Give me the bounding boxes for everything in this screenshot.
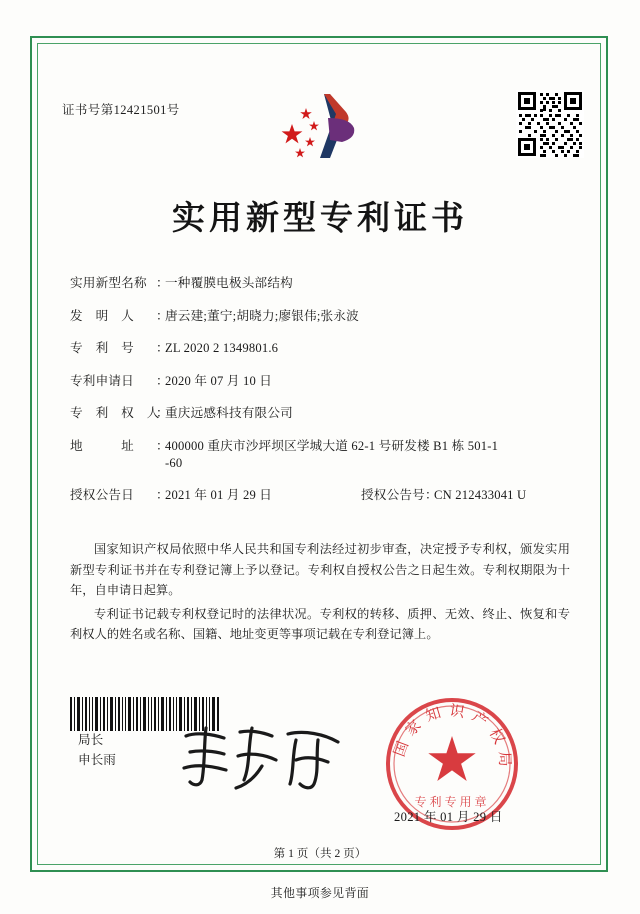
grant-date-value: 2021 年 01 月 29 日 [165,488,273,502]
patent-fields [70,275,570,520]
field-label: 授权公告日 [70,488,134,502]
page-number: 第 1 页（共 2 页） [273,847,367,860]
field-value: 一种覆膜电极头部结构 [165,276,293,290]
issuer-title-label: 局长 [78,733,104,747]
legal-paragraph-2: 专利证书记载专利权登记时的法律状况。专利权的转移、质押、无效、终止、恢复和专利权人的姓名或名称、国籍、地址变更等事项记载在专利登记簿上。 [70,606,570,641]
seal-date: 2021 年 01 月 29 日 [394,810,503,824]
field-value: 2020 年 07 月 10 日 [165,373,273,388]
field-label: 专 利 权 人 [70,406,160,420]
svg-text:专利专用章: 专利专用章 [414,795,490,809]
field-row-grant-publication [70,487,570,504]
field-label: 专 利 号 [70,341,134,355]
field-value: ZL 2020 2 1349801.6 [165,341,279,355]
cnipa-logo-icon [272,88,368,164]
field-value: 400000 重庆市沙坪坝区学城大道 62-1 号研发楼 B1 栋 501-1 [165,438,499,453]
page-title: 实用新型专利证书 [172,198,468,237]
field-colon: ： [156,406,169,420]
footer-note: 其他事项参见背面 [270,886,370,900]
issuer-block [78,730,116,770]
corner-ornament-top-right [582,36,608,62]
field-label: 实用新型名称 [70,276,147,290]
field-value: 重庆远感科技有限公司 [165,406,293,420]
issuer-name-label: 申长雨 [78,753,116,767]
field-row-patentee [70,405,570,422]
field-colon: ： [156,341,169,355]
field-value-continuation: -60 [165,455,183,470]
field-row-application-date [70,373,570,390]
corner-ornament-top-left [30,36,56,62]
grant-number-value: CN 212433041 U [433,488,527,502]
handwritten-signature [178,722,348,792]
field-row-utility-model-name [70,275,570,292]
field-colon: ： [156,438,169,453]
field-label: 发 明 人 [70,308,134,323]
field-colon: ： [156,276,169,290]
field-value: 唐云建;董宁;胡晓力;廖银伟;张永波 [165,308,359,323]
legal-paragraph-1: 国家知识产权局依照中华人民共和国专利法经过初步审查，决定授予专利权，颁发实用新型专利证书并在专利登记簿上予以登记。专利权自授权公告之日起生效。专利权期限为十年，自申请日起算。 [70,542,570,597]
field-label: 专利申请日 [70,373,134,388]
field-value-group [165,438,570,472]
field-colon: ： [424,488,438,502]
svg-text:国家知识产权局: 国家知识产权局 [390,701,515,774]
field-colon: ： [156,373,169,388]
field-colon: ： [156,488,169,502]
qr-code-icon [516,90,584,158]
grant-number-label: 授权公告号 [361,488,425,502]
field-row-patent-number [70,340,570,357]
field-colon: ： [156,308,169,323]
field-row-inventors [70,308,570,325]
field-row-address [70,438,570,472]
legal-text-block [70,539,570,648]
field-label: 地 址 [70,438,134,453]
certificate-number: 证书号第12421501号 [62,103,180,117]
